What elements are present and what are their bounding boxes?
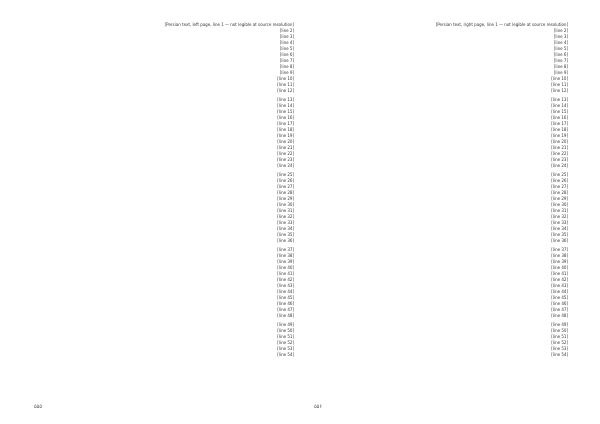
- text-line: [line 8]: [553, 64, 568, 69]
- text-line: [line 16]: [551, 115, 568, 120]
- text-line: [line 7]: [553, 58, 568, 63]
- text-line: [line 46]: [551, 301, 568, 306]
- text-line: [line 46]: [277, 301, 294, 306]
- text-line: [line 37]: [277, 247, 294, 252]
- text-line: [line 42]: [277, 277, 294, 282]
- text-line: [line 9]: [553, 70, 568, 75]
- text-line: [line 20]: [551, 139, 568, 144]
- text-line: [line 12]: [551, 88, 568, 93]
- left-page: [32, 22, 294, 392]
- right-page-number: ۵۵۶: [314, 404, 323, 410]
- text-line: [line 34]: [277, 226, 294, 231]
- text-line: [line 30]: [551, 202, 568, 207]
- text-line: [line 36]: [277, 238, 294, 243]
- text-line: [Persian text, right page, line 1 — not legible at source resolution]: [435, 22, 568, 27]
- text-line: [line 6]: [553, 52, 568, 57]
- text-line: [line 53]: [551, 346, 568, 351]
- text-line: [line 50]: [277, 328, 294, 333]
- text-line: [line 38]: [277, 253, 294, 258]
- text-line: [line 47]: [277, 307, 294, 312]
- text-line: [line 40]: [277, 265, 294, 270]
- right-page: [306, 22, 568, 392]
- text-line: [line 35]: [277, 232, 294, 237]
- text-line: [line 43]: [277, 283, 294, 288]
- text-line: [line 26]: [551, 178, 568, 183]
- text-line: [line 29]: [551, 196, 568, 201]
- text-line: [line 24]: [277, 163, 294, 168]
- text-line: [line 22]: [277, 151, 294, 156]
- text-line: [line 24]: [551, 163, 568, 168]
- text-line: [line 42]: [551, 277, 568, 282]
- text-line: [line 2]: [553, 28, 568, 33]
- text-line: [line 41]: [551, 271, 568, 276]
- text-line: [line 38]: [551, 253, 568, 258]
- text-line: [line 32]: [551, 214, 568, 219]
- text-line: [line 30]: [277, 202, 294, 207]
- text-line: [line 2]: [279, 28, 294, 33]
- text-line: [line 5]: [553, 46, 568, 51]
- text-line: [line 25]: [277, 172, 294, 177]
- text-line: [line 45]: [277, 295, 294, 300]
- text-line: [line 39]: [277, 259, 294, 264]
- text-line: [line 15]: [551, 109, 568, 114]
- text-line: [line 26]: [277, 178, 294, 183]
- text-line: [line 4]: [553, 40, 568, 45]
- text-line: [line 49]: [551, 322, 568, 327]
- text-line: [line 14]: [277, 103, 294, 108]
- text-line: [line 3]: [553, 34, 568, 39]
- text-line: [line 19]: [277, 133, 294, 138]
- text-line: [line 33]: [551, 220, 568, 225]
- text-line: [line 11]: [277, 82, 294, 87]
- text-line: [line 18]: [551, 127, 568, 132]
- text-line: [line 6]: [279, 52, 294, 57]
- text-line: [line 54]: [277, 352, 294, 357]
- text-line: [line 50]: [551, 328, 568, 333]
- text-line: [line 10]: [551, 76, 568, 81]
- text-line: [line 4]: [279, 40, 294, 45]
- text-line: [line 25]: [551, 172, 568, 177]
- text-line: [line 33]: [277, 220, 294, 225]
- text-line: [line 41]: [277, 271, 294, 276]
- text-line: [line 5]: [279, 46, 294, 51]
- text-line: [line 52]: [277, 340, 294, 345]
- text-line: [line 16]: [277, 115, 294, 120]
- text-line: [line 23]: [551, 157, 568, 162]
- text-line: [line 31]: [551, 208, 568, 213]
- text-line: [line 9]: [279, 70, 294, 75]
- text-line: [line 31]: [277, 208, 294, 213]
- text-line: [line 43]: [551, 283, 568, 288]
- text-line: [line 27]: [277, 184, 294, 189]
- text-line: [line 22]: [551, 151, 568, 156]
- text-line: [line 34]: [551, 226, 568, 231]
- text-line: [line 51]: [277, 334, 294, 339]
- text-line: [line 19]: [551, 133, 568, 138]
- left-page-number: ۵۵۵: [34, 404, 43, 410]
- text-line: [line 45]: [551, 295, 568, 300]
- text-line: [line 28]: [551, 190, 568, 195]
- text-line: [line 21]: [551, 145, 568, 150]
- text-line: [line 23]: [277, 157, 294, 162]
- text-line: [line 27]: [551, 184, 568, 189]
- text-line: [line 18]: [277, 127, 294, 132]
- text-line: [line 14]: [551, 103, 568, 108]
- text-line: [line 48]: [277, 313, 294, 318]
- text-line: [line 44]: [277, 289, 294, 294]
- text-line: [line 12]: [277, 88, 294, 93]
- text-line: [line 52]: [551, 340, 568, 345]
- text-line: [line 39]: [551, 259, 568, 264]
- text-line: [line 47]: [551, 307, 568, 312]
- text-line: [line 10]: [277, 76, 294, 81]
- text-line: [line 11]: [551, 82, 568, 87]
- text-line: [line 17]: [551, 121, 568, 126]
- text-line: [line 54]: [551, 352, 568, 357]
- text-line: [line 20]: [277, 139, 294, 144]
- text-line: [line 35]: [551, 232, 568, 237]
- text-line: [line 7]: [279, 58, 294, 63]
- text-line: [line 40]: [551, 265, 568, 270]
- text-line: [line 36]: [551, 238, 568, 243]
- text-line: [line 13]: [551, 97, 568, 102]
- text-line: [line 17]: [277, 121, 294, 126]
- text-line: [line 3]: [279, 34, 294, 39]
- text-line: [line 21]: [277, 145, 294, 150]
- text-line: [line 28]: [277, 190, 294, 195]
- text-line: [line 49]: [277, 322, 294, 327]
- text-line: [line 53]: [277, 346, 294, 351]
- text-line: [line 44]: [551, 289, 568, 294]
- text-line: [line 51]: [551, 334, 568, 339]
- text-line: [line 15]: [277, 109, 294, 114]
- text-line: [line 32]: [277, 214, 294, 219]
- text-line: [line 37]: [551, 247, 568, 252]
- text-line: [Persian text, left page, line 1 — not legible at source resolution]: [164, 22, 294, 27]
- text-line: [line 29]: [277, 196, 294, 201]
- text-line: [line 8]: [279, 64, 294, 69]
- text-line: [line 48]: [551, 313, 568, 318]
- text-line: [line 13]: [277, 97, 294, 102]
